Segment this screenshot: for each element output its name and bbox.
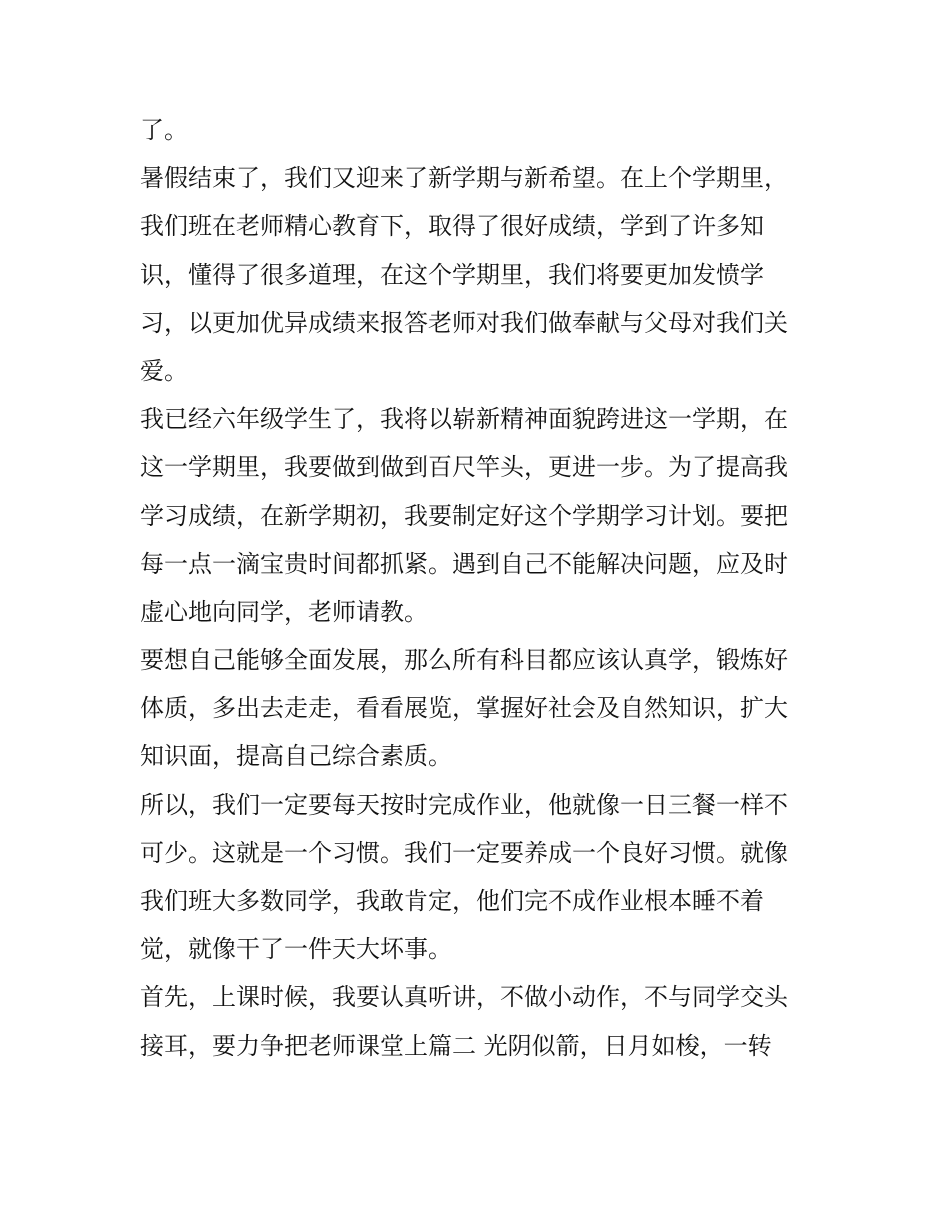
text-line: 我们班大多数同学，我敢肯定，他们完不成作业根本睡不着 bbox=[140, 887, 764, 915]
text-line: 了。 bbox=[140, 116, 188, 144]
text-line: 习，以更加优异成绩来报答老师对我们做奉献与父母对我们关 bbox=[140, 308, 788, 337]
text-line: 暑假结束了，我们又迎来了新学期与新希望。在上个学期里， bbox=[140, 164, 788, 193]
text-line: 我们班在老师精心教育下，取得了很好成绩，学到了许多知 bbox=[140, 212, 764, 241]
text-line: 体质，多出去走走，看看展览，掌握好社会及自然知识，扩大 bbox=[140, 694, 788, 723]
document-body bbox=[140, 106, 820, 1070]
text-line: 接耳，要力争把老师课堂上篇二 光阴似箭，日月如梭，一转 bbox=[140, 1031, 772, 1060]
text-line: 虚心地向同学，老师请教。 bbox=[140, 597, 428, 626]
text-line: 爱。 bbox=[140, 356, 188, 385]
text-line: 每一点一滴宝贵时间都抓紧。遇到自己不能解决问题，应及时 bbox=[140, 549, 788, 578]
text-line: 我已经六年级学生了，我将以崭新精神面貌跨进这一学期，在 bbox=[140, 405, 788, 434]
text-line: 识，懂得了很多道理，在这个学期里，我们将要更加发愤学 bbox=[140, 260, 764, 289]
text-line: 要想自己能够全面发展，那么所有科目都应该认真学，锻炼好 bbox=[140, 646, 788, 675]
text-line: 觉，就像干了一件天大坏事。 bbox=[140, 935, 452, 964]
text-line: 这一学期里，我要做到做到百尺竿头，更进一步。为了提高我 bbox=[140, 453, 788, 482]
text-line: 首先，上课时候，我要认真听讲，不做小动作，不与同学交头 bbox=[140, 983, 788, 1012]
text-line: 知识面，提高自己综合素质。 bbox=[140, 742, 452, 771]
text-line: 学习成绩，在新学期初，我要制定好这个学期学习计划。要把 bbox=[140, 501, 788, 530]
text-line: 可少。这就是一个习惯。我们一定要养成一个良好习惯。就像 bbox=[140, 838, 788, 867]
text-line: 所以，我们一定要每天按时完成作业，他就像一日三餐一样不 bbox=[140, 790, 788, 819]
